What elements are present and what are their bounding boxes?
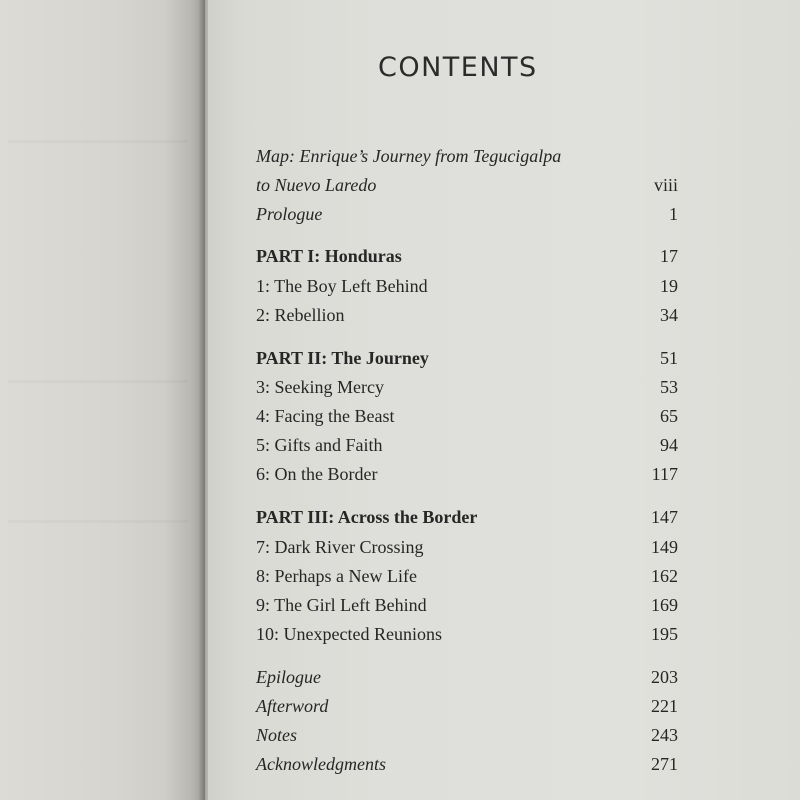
toc-entry-label: PART I: Honduras <box>256 246 402 266</box>
toc-chapter <box>256 561 678 589</box>
toc-entry-page: 221 <box>651 696 678 716</box>
toc-entry-prologue <box>256 199 678 227</box>
toc-entry-map-continued <box>256 170 678 198</box>
toc-back-matter <box>256 749 678 777</box>
toc-chapter <box>256 300 678 328</box>
toc-chapter <box>256 401 678 429</box>
toc-chapter <box>256 532 678 560</box>
toc-entry-label: 3: Seeking Mercy <box>256 377 384 397</box>
toc-entry-label: 2: Rebellion <box>256 305 345 325</box>
bleed-through-line <box>8 520 188 523</box>
toc-back-matter <box>256 720 678 748</box>
toc-entry-label: to Nuevo Laredo <box>256 175 377 195</box>
toc-entry-label: Prologue <box>256 204 323 224</box>
toc-entry-page: 1 <box>669 204 678 224</box>
toc-chapter <box>256 271 678 299</box>
toc-entry-label: 10: Unexpected Reunions <box>256 624 442 644</box>
toc-part-heading <box>256 241 678 269</box>
toc-chapter <box>256 590 678 618</box>
toc-entry-label: Notes <box>256 725 298 745</box>
toc-entry-label: Afterword <box>256 696 329 716</box>
contents-title: CONTENTS <box>378 52 538 83</box>
bleed-through-line <box>8 380 188 383</box>
toc-entry-label: 9: The Girl Left Behind <box>256 595 427 615</box>
toc-entry-page: 94 <box>660 435 678 455</box>
toc-chapter <box>256 619 678 647</box>
toc-entry-page: 149 <box>651 537 678 557</box>
toc-entry-label: PART II: The Journey <box>256 348 429 368</box>
toc-entry-page: 162 <box>651 566 678 586</box>
toc-part-heading <box>256 343 678 371</box>
toc-entry-page: 195 <box>651 624 678 644</box>
toc-entry-page: 65 <box>660 406 678 426</box>
toc-back-matter <box>256 662 678 690</box>
toc-entry-page: 169 <box>651 595 678 615</box>
toc-chapter <box>256 430 678 458</box>
toc-entry-page: 19 <box>660 276 678 296</box>
toc-entry-page: 243 <box>651 725 678 745</box>
bleed-through-line <box>8 140 188 143</box>
toc-entry-label: 4: Facing the Beast <box>256 406 395 426</box>
toc-chapter <box>256 372 678 400</box>
toc-entry-label: 5: Gifts and Faith <box>256 435 383 455</box>
toc-entry-label: Map: Enrique’s Journey from Tegucigalpa <box>256 146 562 166</box>
toc-chapter <box>256 459 678 487</box>
toc-entry-page: 51 <box>660 348 678 368</box>
toc-part-heading <box>256 502 678 530</box>
toc-entry-map <box>256 141 678 169</box>
toc-entry-label: 7: Dark River Crossing <box>256 537 424 557</box>
toc-entry-page: viii <box>653 175 678 195</box>
toc-entry-page: 203 <box>651 667 678 687</box>
toc-entry-page: 271 <box>651 754 678 774</box>
toc-entry-page: 147 <box>651 507 678 527</box>
toc-entry-page: 17 <box>660 246 678 266</box>
toc-entry-page: 53 <box>660 377 678 397</box>
toc-entry-label: 8: Perhaps a New Life <box>256 566 417 586</box>
toc-entry-label: 1: The Boy Left Behind <box>256 276 428 296</box>
toc-entry-label: PART III: Across the Border <box>256 507 478 527</box>
toc-entry-page: 34 <box>660 305 678 325</box>
toc-entry-label: Epilogue <box>256 667 321 687</box>
toc-entry-label: Acknowledgments <box>256 754 386 774</box>
toc-entry-label: 6: On the Border <box>256 464 378 484</box>
left-page <box>0 0 205 800</box>
toc-back-matter <box>256 691 678 719</box>
toc-entry-page: 117 <box>651 464 678 484</box>
